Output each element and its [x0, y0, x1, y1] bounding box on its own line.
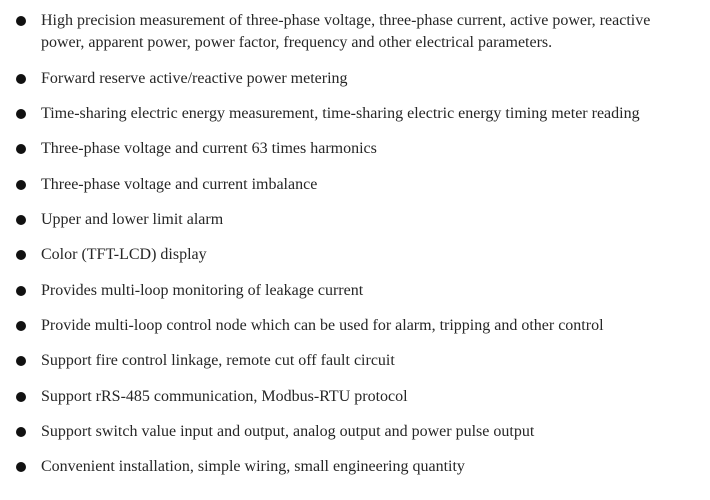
bullet-icon — [16, 74, 26, 84]
feature-text: Three-phase voltage and current imbalance — [41, 176, 318, 193]
feature-text: Support fire control linkage, remote cut off fault circuit — [41, 352, 395, 369]
bullet-icon — [16, 462, 26, 472]
feature-text: Provide multi-loop control node which can be used for alarm, tripping and other control — [41, 317, 604, 334]
feature-text: Forward reserve active/reactive power metering — [41, 70, 348, 87]
feature-text: Support switch value input and output, analog output and power pulse output — [41, 423, 535, 440]
feature-text: Color (TFT-LCD) display — [41, 246, 207, 263]
feature-text: Upper and lower limit alarm — [41, 211, 224, 228]
feature-text: High precision measurement of three-phase voltage, three-phase current, active power, reactive power, apparent power, power factor, frequency and other electrical parameters. — [41, 12, 651, 51]
bullet-icon — [16, 180, 26, 190]
bullet-icon — [16, 144, 26, 154]
bullet-icon — [16, 321, 26, 331]
feature-text: Provides multi-loop monitoring of leakage current — [41, 282, 364, 299]
feature-text: Time-sharing electric energy measurement, time-sharing electric energy timing meter reading — [41, 105, 640, 122]
bullet-icon — [16, 286, 26, 296]
bullet-icon — [16, 215, 26, 225]
bullet-icon — [16, 392, 26, 402]
feature-text: Convenient installation, simple wiring, small engineering quantity — [41, 458, 465, 475]
feature-text: Three-phase voltage and current 63 times harmonics — [41, 140, 377, 157]
bullet-icon — [16, 427, 26, 437]
bullet-icon — [16, 250, 26, 260]
bullet-icon — [16, 109, 26, 119]
bullet-icon — [16, 16, 26, 26]
feature-text: Support rRS-485 communication, Modbus-RTU protocol — [41, 388, 408, 405]
bullet-icon — [16, 356, 26, 366]
